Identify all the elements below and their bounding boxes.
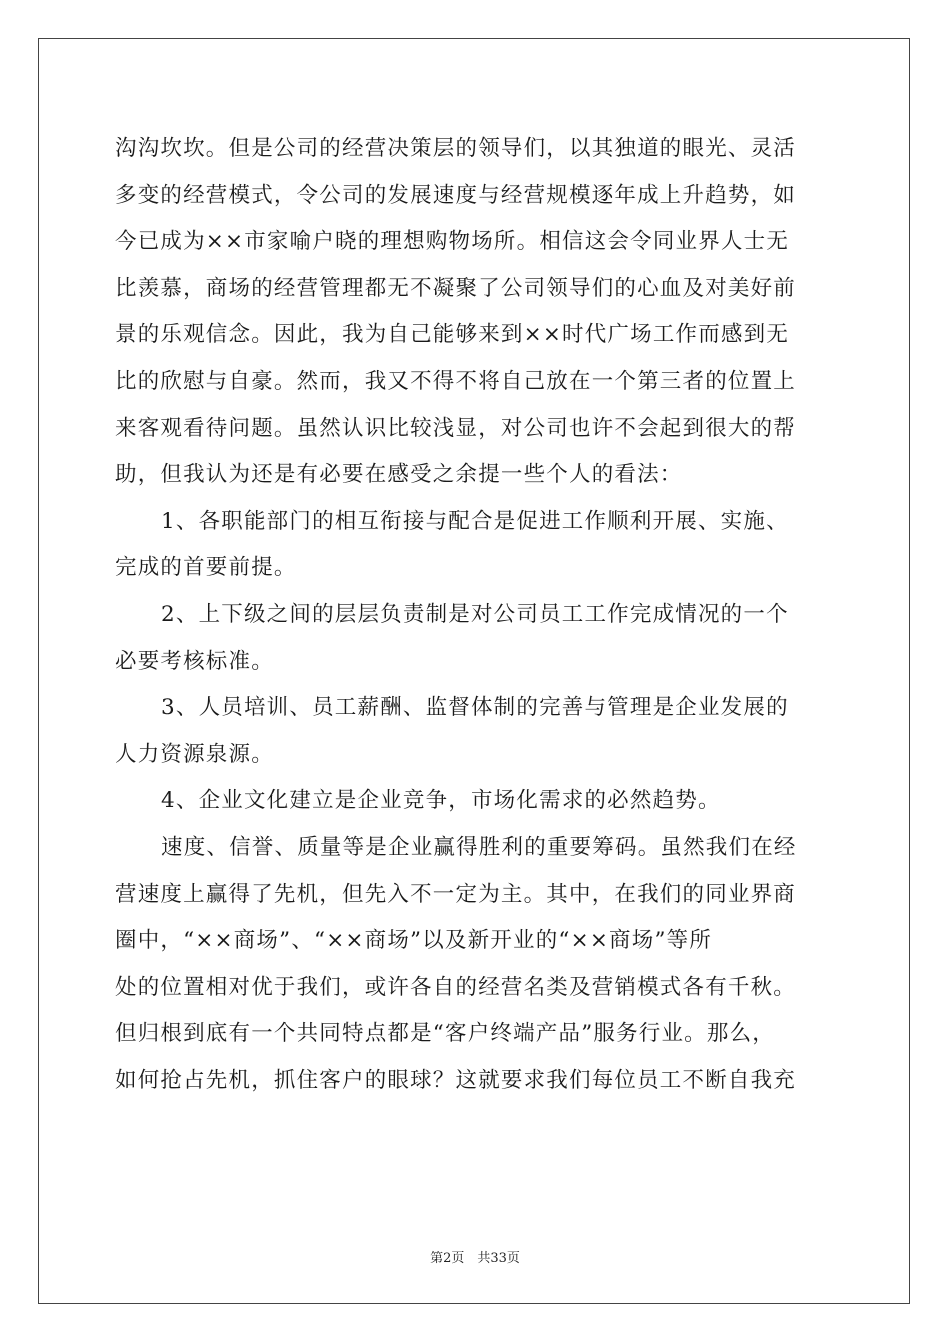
list-item-3-line: 3、人员培训、员工薪酬、监督体制的完善与管理是企业发展的 [161, 695, 789, 721]
text-line: 来客观看待问题。虽然认识比较浅显，对公司也许不会起到很大的帮 [115, 415, 797, 441]
text-line: 如何抢占先机，抓住客户的眼球？这就要求我们每位员工不断自我充 [115, 1067, 797, 1093]
text-line: 今已成为××市家喻户晓的理想购物场所。相信这会令同业界人士无 [115, 229, 790, 255]
text-line: 比的欣慰与自豪。然而，我又不得不将自己放在一个第三者的位置上 [115, 368, 797, 394]
text-line: 处的位置相对优于我们，或许各自的经营名类及营销模式各有千秋。 [115, 974, 797, 1000]
text-line: 圈中，“××商场”、“××商场”以及新开业的“××商场”等所 [115, 928, 713, 954]
text-line: 人力资源泉源。 [115, 741, 274, 767]
page-number-footer: 第2页 共33页 [430, 1251, 520, 1266]
text-line: 比羡慕，商场的经营管理都无不凝聚了公司领导们的心血及对美好前 [115, 275, 797, 301]
text-line: 景的乐观信念。因此，我为自己能够来到××时代广场工作而感到无 [115, 322, 790, 348]
paragraph-start-line: 速度、信誉、质量等是企业赢得胜利的重要筹码。虽然我们在经 [161, 834, 797, 860]
list-item-4-line: 4、企业文化建立是企业竞争，市场化需求的必然趋势。 [161, 788, 721, 814]
text-line: 沟沟坎坎。但是公司的经营决策层的领导们，以其独道的眼光、灵活 [115, 136, 797, 161]
text-line: 但归根到底有一个共同特点都是“客户终端产品”服务行业。那么， [115, 1021, 775, 1047]
text-line: 营速度上赢得了先机，但先入不一定为主。其中，在我们的同业界商 [115, 881, 797, 907]
text-line: 完成的首要前提。 [115, 555, 297, 581]
document-body [115, 126, 837, 1104]
text-line: 多变的经营模式，令公司的发展速度与经营规模逐年成上升趋势，如 [115, 182, 797, 208]
list-item-1-line: 1、各职能部门的相互衔接与配合是促进工作顺利开展、实施、 [161, 508, 789, 534]
list-item-2-line: 2、上下级之间的层层负责制是对公司员工工作完成情况的一个 [161, 601, 789, 627]
text-line: 必要考核标准。 [115, 648, 274, 674]
text-line: 助，但我认为还是有必要在感受之余提一些个人的看法： [115, 462, 683, 488]
